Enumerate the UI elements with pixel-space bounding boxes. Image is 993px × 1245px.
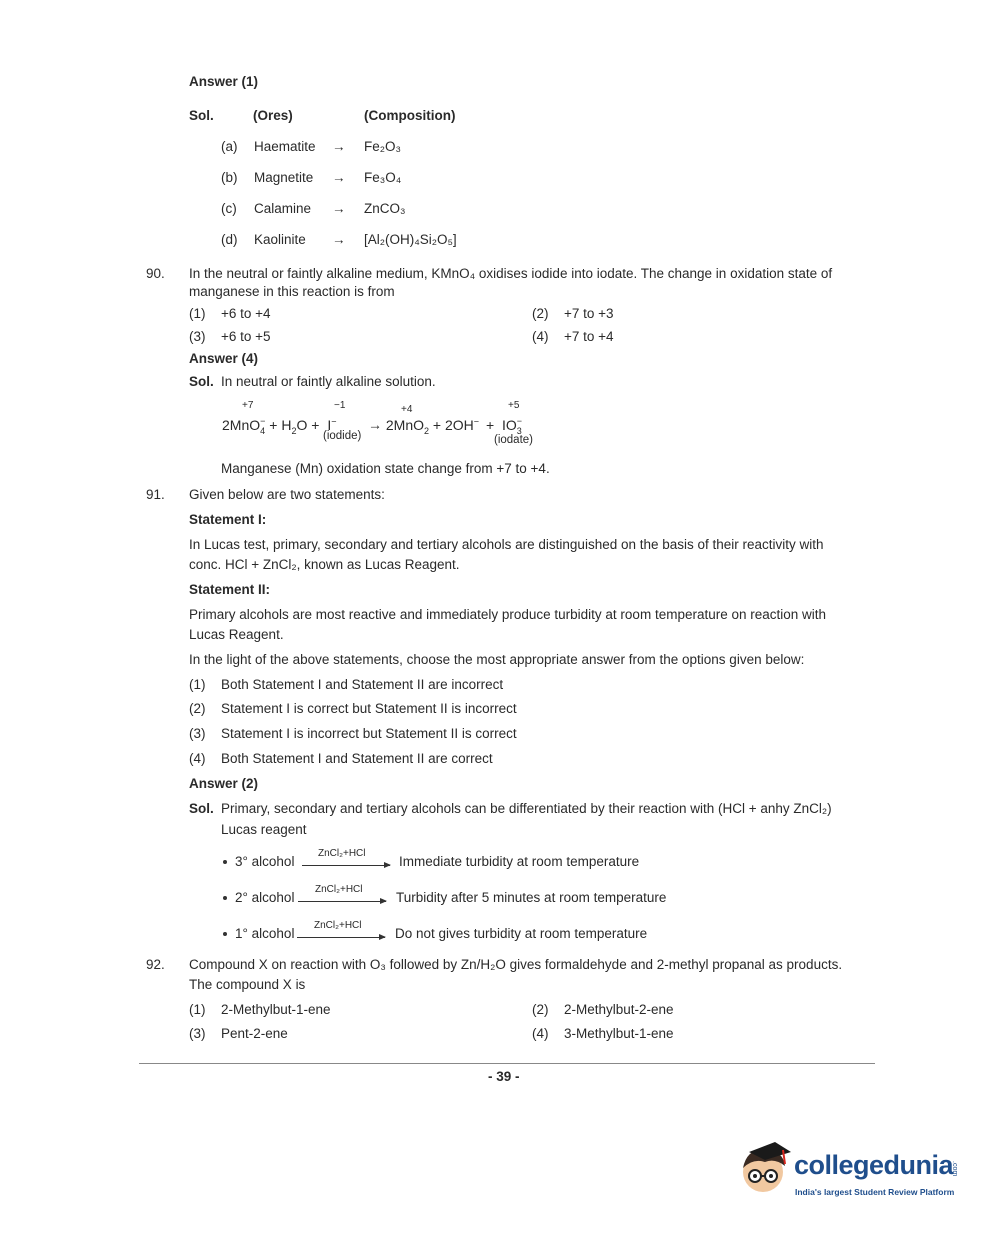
q90-conclusion: Manganese (Mn) oxidation state change from +7 to +4. <box>221 461 550 476</box>
reaction-arrow-icon <box>298 901 386 902</box>
q91-option-text: Statement I is incorrect but Statement II is correct <box>221 726 517 741</box>
q91-option-number: (1) <box>189 677 206 692</box>
ore-name: Kaolinite <box>254 232 306 247</box>
statement2-label: Statement II: <box>189 582 271 597</box>
water: + $H_2O$ + <box>269 416 320 436</box>
reaction-3-alcohol: 3° alcohol <box>223 854 294 869</box>
q91-sol-line2: Lucas reagent <box>221 822 307 837</box>
ox-state-mn-reactant: +7 <box>242 400 254 411</box>
logo-wordmark: collegedunia <box>794 1150 954 1180</box>
q91-option-number: (4) <box>189 751 206 766</box>
iodide-label: (iodide) <box>323 430 362 442</box>
bullet-icon <box>223 896 227 900</box>
reaction-arrow-icon <box>297 937 385 938</box>
ore-option: (c) <box>221 201 237 216</box>
q91-sol-line1: Primary, secondary and tertiary alcohols can be differentiated by their reaction with (HCl + anhy ZnCl₂) <box>221 801 832 816</box>
q92-number: 92. <box>146 957 165 972</box>
q91-option-number: (3) <box>189 726 206 741</box>
q90-option-text: +7 to +3 <box>564 306 614 321</box>
reaction-result: Immediate turbidity at room temperature <box>399 854 640 869</box>
q92-option-number: (2) <box>532 1002 549 1017</box>
q90-answer: Answer (4) <box>189 351 259 366</box>
reagent-label: ZnCl₂+HCl <box>314 920 362 931</box>
statement2-line1: Primary alcohols are most reactive and immediately produce turbidity at room temperature on reaction with <box>189 607 827 622</box>
ore-formula: ZnCO₃ <box>364 201 406 216</box>
iodate-label: (iodate) <box>494 434 533 446</box>
ore-name: Haematite <box>254 139 316 154</box>
reagent-label: ZnCl₂+HCl <box>315 884 363 895</box>
ore-option: (a) <box>221 139 238 154</box>
q90-text-line2: manganese in this reaction is from <box>189 284 395 299</box>
q89-sol-label: Sol. <box>189 108 214 123</box>
ox-state-mn-product: +4 <box>401 404 413 415</box>
q92-option-text: 2-Methylbut-1-ene <box>221 1002 331 1017</box>
q92-option-text: Pent-2-ene <box>221 1026 288 1041</box>
ore-option: (b) <box>221 170 238 185</box>
ore-name: Calamine <box>254 201 312 216</box>
reaction-result: Do not gives turbidity at room temperature <box>395 926 648 941</box>
reaction-result: Turbidity after 5 minutes at room temperature <box>396 890 667 905</box>
statement1-line1: In Lucas test, primary, secondary and tertiary alcohols are distinguished on the basis of their reactivity with <box>189 537 824 552</box>
q90-sol-label: Sol. <box>189 374 214 389</box>
plus-sign: + <box>485 416 495 433</box>
q89-col-composition: (Composition) <box>364 108 456 123</box>
arrow-icon: → <box>332 139 346 154</box>
hydroxide: + 2OH− <box>432 416 480 433</box>
q90-option-text: +6 to +4 <box>221 306 271 321</box>
reaction-2-alcohol: 2° alcohol <box>223 890 294 905</box>
equation-products <box>368 416 522 436</box>
logo-dotcom: .com <box>951 1161 958 1177</box>
q90-option-text: +6 to +5 <box>221 329 271 344</box>
q89-col-ores: (Ores) <box>253 108 293 123</box>
reaction-1-alcohol: 1° alcohol <box>223 926 294 941</box>
q91-option-number: (2) <box>189 701 206 716</box>
q91-number: 91. <box>146 487 165 502</box>
q92-option-text: 2-Methylbut-2-ene <box>564 1002 674 1017</box>
ore-option: (d) <box>221 232 238 247</box>
reaction-arrow-icon <box>302 865 390 866</box>
arrow-icon: → <box>332 201 346 216</box>
q91-option-text: Both Statement I and Statement II are correct <box>221 751 493 766</box>
bullet-icon <box>223 860 227 864</box>
q91-option-text: Statement I is correct but Statement II is incorrect <box>221 701 517 716</box>
ox-state-iodide: −1 <box>334 400 346 411</box>
ox-state-iodate: +5 <box>508 400 520 411</box>
q92-text-line1: Compound X on reaction with O₃ followed by Zn/H₂O gives formaldehyde and 2-methyl propanal as products. <box>189 957 843 972</box>
ore-formula: [Al₂(OH)₄Si₂O₅] <box>364 232 457 247</box>
q90-text-line1: In the neutral or faintly alkaline medium, KMnO₄ oxidises iodide into iodate. The change in oxidation state of <box>189 266 833 281</box>
q91-answer: Answer (2) <box>189 776 259 791</box>
statement2-line2: Lucas Reagent. <box>189 627 284 642</box>
ore-name: Magnetite <box>254 170 314 185</box>
q91-intro: Given below are two statements: <box>189 487 385 502</box>
permanganate: 2MnO − 4 <box>222 416 266 436</box>
q92-option-text: 3-Methylbut-1-ene <box>564 1026 674 1041</box>
equation-line <box>222 416 337 436</box>
manganese-dioxide: 2MnO$_2$ <box>385 416 430 436</box>
q90-option-text: +7 to +4 <box>564 329 614 344</box>
reaction-arrow-icon: → <box>368 416 382 433</box>
q91-prompt: In the light of the above statements, choose the most appropriate answer from the options given below: <box>189 652 805 667</box>
iodate: IO − 3 <box>502 416 523 436</box>
ore-formula: Fe₃O₄ <box>364 170 402 185</box>
page-number: - 39 - <box>488 1069 520 1084</box>
q92-text-line2: The compound X is <box>189 977 306 992</box>
statement1-line2: conc. HCl + ZnCl₂, known as Lucas Reagent. <box>189 557 460 572</box>
iodide: I− <box>327 416 337 433</box>
q90-option-number: (2) <box>532 306 549 321</box>
footer-divider <box>139 1063 875 1064</box>
q90-number: 90. <box>146 266 165 281</box>
logo-tagline: India's largest Student Review Platform <box>795 1187 955 1197</box>
q89-answer: Answer (1) <box>189 74 259 89</box>
arrow-icon: → <box>332 170 346 185</box>
ore-formula: Fe₂O₃ <box>364 139 401 154</box>
mascot-icon <box>735 1138 795 1198</box>
q92-option-number: (4) <box>532 1026 549 1041</box>
q90-sol-text: In neutral or faintly alkaline solution. <box>221 374 436 389</box>
q90-option-number: (1) <box>189 306 206 321</box>
q91-sol-label: Sol. <box>189 801 214 816</box>
statement1-label: Statement I: <box>189 512 267 527</box>
q90-option-number: (3) <box>189 329 206 344</box>
q90-option-number: (4) <box>532 329 549 344</box>
arrow-icon: → <box>332 232 346 247</box>
reagent-label: ZnCl₂+HCl <box>318 848 366 859</box>
q91-option-text: Both Statement I and Statement II are incorrect <box>221 677 504 692</box>
q92-option-number: (1) <box>189 1002 206 1017</box>
bullet-icon <box>223 932 227 936</box>
q92-option-number: (3) <box>189 1026 206 1041</box>
